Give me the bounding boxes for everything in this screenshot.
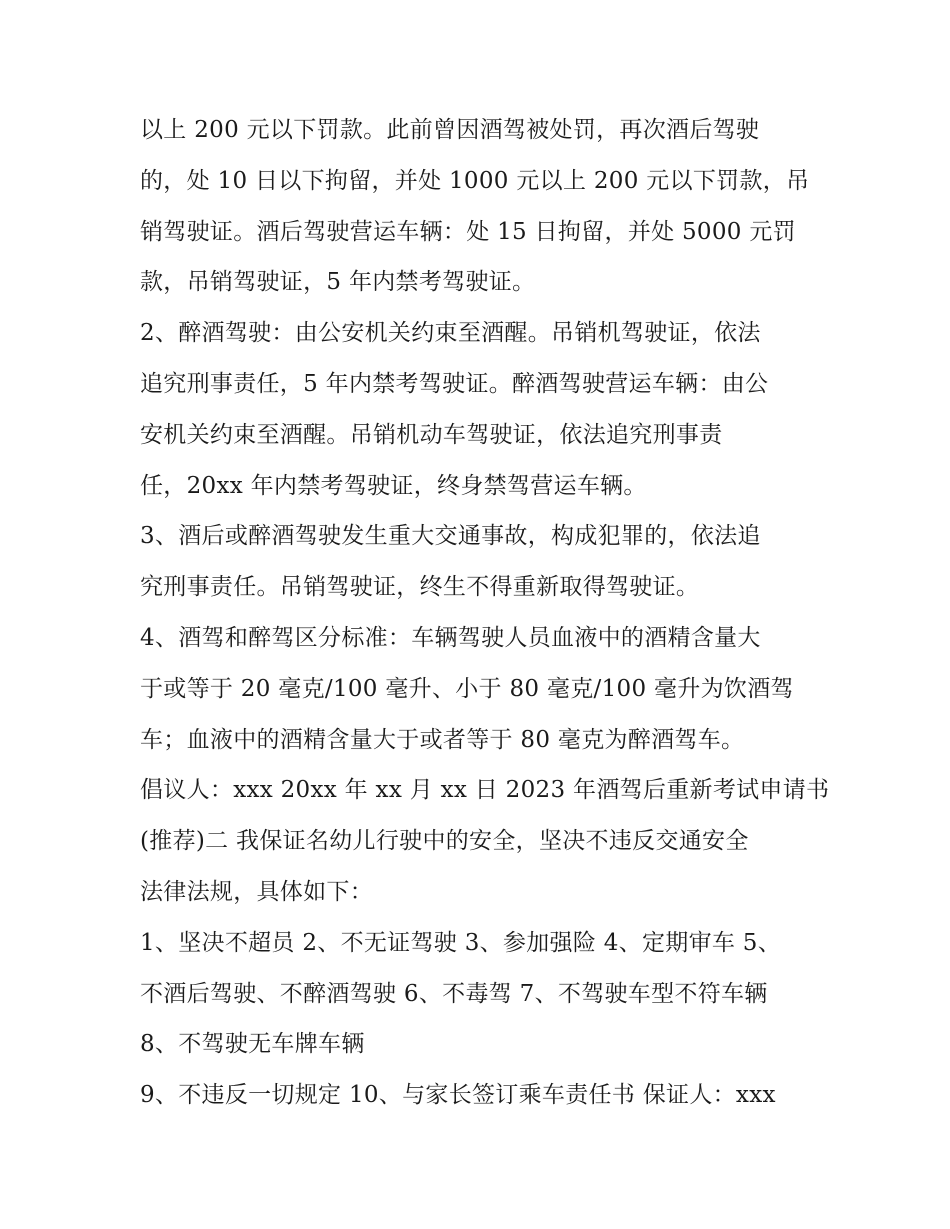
text-line-1: 以上 200 元以下罚款。此前曾因酒驾被处罚，再次酒后驾驶: [140, 117, 760, 143]
text-line-15: (推荐)二 我保证名幼儿行驶中的安全，坚决不违反交通安全: [140, 828, 749, 855]
text-line-6: 追究刑事责任，5 年内禁考驾驶证。醉酒驾驶营运车辆：由公: [140, 370, 769, 397]
text-line-11: 4、酒驾和醉驾区分标准：车辆驾驶人员血液中的酒精含量大: [140, 624, 761, 651]
text-line-10: 究刑事责任。吊销驾驶证，终生不得重新取得驾驶证。: [140, 574, 700, 601]
text-line-18: 不酒后驾驶、不醉酒驾驶 6、不毒驾 7、不驾驶车型不符车辆: [140, 980, 768, 1007]
text-line-2: 的，处 10 日以下拘留，并处 1000 元以上 200 元以下罚款，吊: [140, 167, 810, 194]
text-line-4: 款，吊销驾驶证，5 年内禁考驾驶证。: [140, 269, 536, 296]
text-line-9: 3、酒后或醉酒驾驶发生重大交通事故，构成犯罪的，依法追: [140, 523, 761, 550]
text-line-20: 9、不违反一切规定 10、与家长签订乘车责任书 保证人：xxx: [140, 1082, 776, 1109]
text-line-8: 任，20xx 年内禁考驾驶证，终身禁驾营运车辆。: [140, 472, 647, 499]
text-line-12: 于或等于 20 毫克/100 毫升、小于 80 毫克/100 毫升为饮酒驾: [140, 675, 794, 702]
text-line-17: 1、坚决不超员 2、不无证驾驶 3、参加强险 4、定期审车 5、: [140, 929, 782, 956]
text-line-14: 倡议人：xxx 20xx 年 xx 月 xx 日 2023 年酒驾后重新考试申请书: [140, 777, 830, 804]
text-line-3: 销驾驶证。酒后驾驶营运车辆：处 15 日拘留，并处 5000 元罚: [140, 218, 796, 245]
text-line-13: 车；血液中的酒精含量大于或者等于 80 毫克为醉酒驾车。: [140, 726, 745, 753]
text-line-16: 法律法规，具体如下：: [140, 878, 373, 905]
document-body: [140, 110, 830, 1126]
text-line-19: 8、不驾驶无车牌车辆: [140, 1031, 365, 1058]
text-line-5: 2、醉酒驾驶：由公安机关约束至酒醒。吊销机驾驶证，依法: [140, 320, 761, 347]
text-line-7: 安机关约束至酒醒。吊销机动车驾驶证，依法追究刑事责: [140, 421, 723, 448]
